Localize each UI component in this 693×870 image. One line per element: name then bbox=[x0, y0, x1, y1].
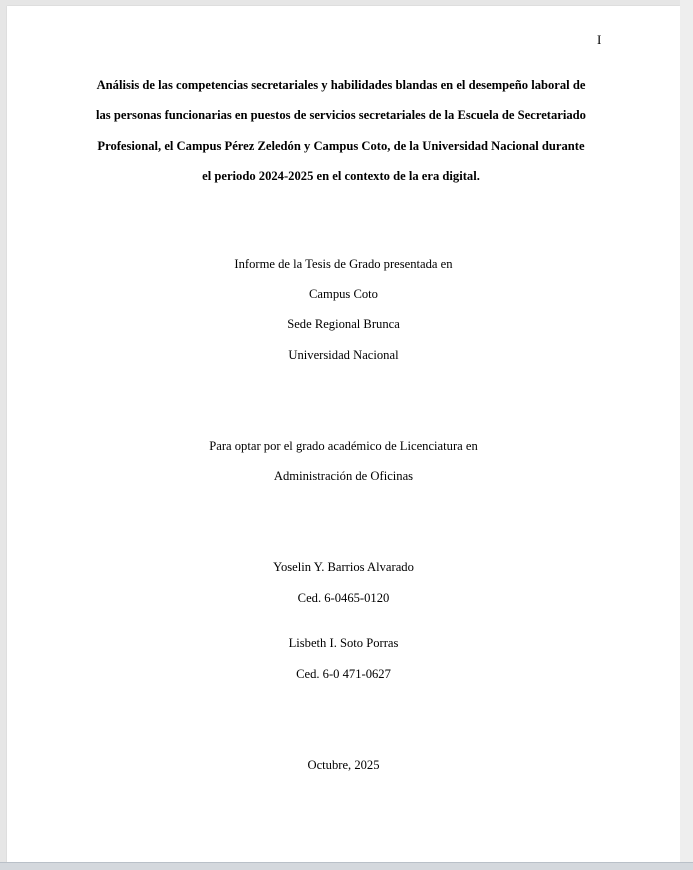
document-page bbox=[7, 6, 680, 862]
degree-line: Administración de Oficinas bbox=[273, 469, 414, 483]
university-line: Universidad Nacional bbox=[288, 348, 399, 362]
author-id: Ced. 6-0 471-0627 bbox=[296, 667, 391, 681]
regional-seat-line: Sede Regional Brunca bbox=[287, 317, 400, 331]
campus-line: Campus Coto bbox=[309, 287, 378, 301]
title-line: las personas funcionarias en puestos de servicios secretariales de la Escuela de Secretariado bbox=[96, 108, 586, 123]
author-id: Ced. 6-0465-0120 bbox=[297, 591, 390, 605]
title-line: el periodo 2024-2025 en el contexto de la era digital. bbox=[202, 169, 480, 184]
author-name: Yoselin Y. Barrios Alvarado bbox=[273, 560, 414, 574]
degree-line: Para optar por el grado académico de Licenciatura en bbox=[209, 439, 478, 453]
title-line: Profesional, el Campus Pérez Zeledón y Campus Coto, de la Universidad Nacional durante bbox=[97, 138, 585, 153]
page-number: I bbox=[597, 32, 602, 47]
report-line: Informe de la Tesis de Grado presentada en bbox=[234, 257, 453, 271]
document-date: Octubre, 2025 bbox=[307, 758, 380, 772]
author-name: Lisbeth I. Soto Porras bbox=[288, 636, 399, 650]
title-line: Análisis de las competencias secretariales y habilidades blandas en el desempeño laboral de bbox=[96, 78, 586, 92]
thesis-title bbox=[67, 70, 615, 192]
scrollbar-track[interactable] bbox=[680, 0, 693, 862]
